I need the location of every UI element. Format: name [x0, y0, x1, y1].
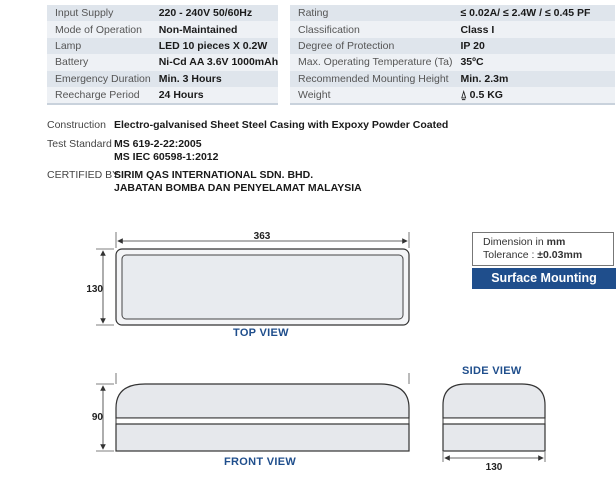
spec-row-left: [47, 71, 278, 87]
spec-row-right: [290, 71, 615, 87]
spec-value: 24 Hours: [151, 87, 278, 104]
spec-value: ⍙ 0.5 KG: [452, 87, 615, 104]
spec-value: LED 10 pieces X 0.2W: [151, 38, 278, 54]
spec-value: 220 - 240V 50/60Hz: [151, 5, 278, 21]
spec-value: ≤ 0.02A/ ≤ 2.4W / ≤ 0.45 PF: [452, 5, 615, 21]
spec-value: Non-Maintained: [151, 21, 278, 37]
front-view-drawing: [92, 373, 409, 451]
spec-row-right: [290, 21, 615, 37]
top-width-dim: 363: [253, 231, 271, 242]
spec-label: Classification: [290, 21, 452, 37]
certified-line2: JABATAN BOMBA DAN PENYELAMAT MALAYSIA: [114, 181, 362, 194]
top-view-drawing: [86, 231, 409, 325]
spec-label: Weight: [290, 87, 452, 104]
top-height-dim: 130: [86, 284, 103, 295]
spec-label: Max. Operating Temperature (Ta): [290, 54, 452, 70]
side-view-label: SIDE VIEW: [462, 365, 522, 377]
spec-label: Reecharge Period: [47, 87, 151, 104]
spec-value: 35ºC: [452, 54, 615, 70]
spec-value: Min. 2.3m: [452, 71, 615, 87]
top-view-label: TOP VIEW: [233, 327, 289, 339]
spec-row-left: [47, 21, 278, 37]
spec-table-left: [47, 5, 278, 105]
side-base: [443, 424, 545, 451]
certified-line1: SIRIM QAS INTERNATIONAL SDN. BHD.: [114, 169, 314, 181]
spec-label: Emergency Duration: [47, 71, 151, 87]
spec-label: Rating: [290, 5, 452, 21]
spec-value: IP 20: [452, 38, 615, 54]
tolerance-value: ±0.03mm: [537, 249, 583, 261]
spec-row-right: [290, 5, 615, 21]
spec-label: Recommended Mounting Height: [290, 71, 452, 87]
test-standard-line2: MS IEC 60598-1:2012: [114, 150, 219, 163]
spec-row-left: [47, 87, 278, 104]
side-width-dim: 130: [485, 462, 503, 473]
tolerance-prefix: Tolerance :: [483, 249, 538, 261]
top-body: [116, 249, 409, 325]
spec-label: Mode of Operation: [47, 21, 151, 37]
test-standard-line1: MS 619-2-22:2005: [114, 138, 202, 150]
dimension-prefix: Dimension in: [483, 236, 547, 248]
dimension-note: [472, 232, 614, 266]
front-cover: [116, 384, 409, 418]
spec-row-left: [47, 5, 278, 21]
front-base: [116, 424, 409, 451]
spec-row-right: [290, 38, 615, 54]
spec-label: Input Supply: [47, 5, 151, 21]
spec-row-left: [47, 54, 278, 70]
front-height-dim: 90: [91, 412, 103, 423]
surface-mounting-banner: Surface Mounting: [472, 268, 616, 289]
spec-row-right: [290, 87, 615, 104]
side-view-drawing: [443, 384, 545, 473]
spec-value: Class I: [452, 21, 615, 37]
construction-value: Electro-galvanised Sheet Steel Casing with Expoxy Powder Coated: [114, 119, 449, 131]
spec-row-left: [47, 38, 278, 54]
side-cover: [443, 384, 545, 418]
spec-row-right: [290, 54, 615, 70]
test-standard-label: Test Standard: [47, 138, 112, 150]
spec-table-right: [290, 5, 615, 105]
spec-label: Battery: [47, 54, 151, 70]
construction-label: Construction: [47, 119, 106, 131]
spec-label: Degree of Protection: [290, 38, 452, 54]
dimension-unit: mm: [546, 236, 566, 248]
spec-value: Ni-Cd AA 3.6V 1000mAh: [151, 54, 278, 70]
spec-value: Min. 3 Hours: [151, 71, 278, 87]
front-view-label: FRONT VIEW: [224, 456, 297, 468]
top-lens: [122, 255, 403, 319]
spec-label: Lamp: [47, 38, 151, 54]
certified-label: CERTIFIED BY: [47, 169, 120, 181]
